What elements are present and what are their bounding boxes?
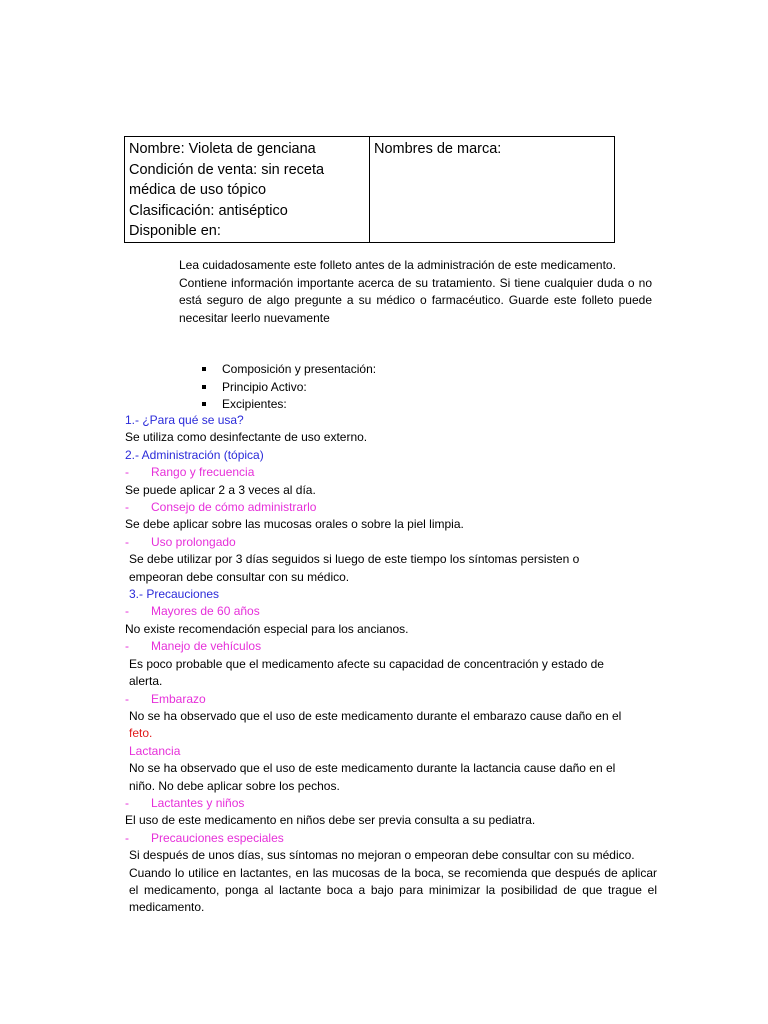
subtext-lactancia-1: No se ha observado que el uso de este medicamento durante la lactancia cause daño en el — [129, 761, 616, 776]
list-item: Composición y presentación: — [200, 361, 600, 379]
subtext-consejo: Se debe aplicar sobre las mucosas orales o sobre la piel limpia. — [125, 517, 464, 532]
sale-condition: Condición de venta: sin receta — [129, 161, 325, 178]
drug-name: Nombre: Violeta de genciana — [129, 141, 316, 157]
drug-info-table — [124, 136, 615, 243]
brand-names-label: Nombres de marca: — [374, 141, 502, 157]
intro-paragraph-1: Lea cuidadosamente este folleto antes de la administración de este medicamento. — [179, 258, 616, 272]
subheading-rango: - Rango y frecuencia — [125, 465, 255, 480]
subheading-mayores: - Mayores de 60 años — [125, 604, 260, 619]
intro-paragraph-2: Contiene información importante acerca de su tratamiento. Si tiene cualquier duda o no está seguro de algo pregunte a su médico o farmacéutico. Guarde este folleto puede necesitar leerlo nuevamente — [179, 275, 652, 325]
subheading-embarazo: - Embarazo — [125, 691, 206, 706]
subtext-rango: Se puede aplicar 2 a 3 veces al día. — [125, 482, 316, 497]
brand-names-cell — [370, 137, 615, 243]
list-item: Principio Activo: — [200, 379, 600, 397]
subtext-manejo-1: Es poco probable que el medicamento afecte su capacidad de concentración y estado de — [129, 656, 604, 671]
section-heading-precauciones: 3.- Precauciones — [129, 587, 220, 602]
subtext-lactantes: El uso de este medicamento en niños debe ser previa consulta a su pediatra. — [125, 813, 536, 828]
subheading-uso-prolongado: - Uso prolongado — [125, 534, 236, 549]
section-heading-uso: 1.- ¿Para qué se usa? — [125, 413, 244, 427]
subtext-uso-prolongado-1: Se debe utilizar por 3 días seguidos si luego de este tiempo los síntomas persisten o — [129, 552, 580, 567]
section-heading-administracion: 2.- Administración (tópica) — [125, 447, 264, 462]
drug-info-left-cell — [125, 137, 370, 243]
subtext-mayores: No existe recomendación especial para los ancianos. — [125, 621, 409, 636]
subtext-embarazo-1: No se ha observado que el uso de este medicamento durante el embarazo cause daño en el — [129, 708, 622, 723]
subheading-lactancia: Lactancia — [129, 743, 181, 758]
composition-list — [200, 361, 600, 414]
availability: Disponible en: — [129, 223, 221, 239]
subtext-especiales-2: Cuando lo utilice en lactantes, en las mucosas de la boca, se recomienda que después de aplicar el medicamento, ponga al lactante boca a bajo para minimizar la posibilidad de que trague el medicamento. — [129, 865, 657, 915]
classification: Clasificación: antiséptico — [129, 202, 288, 219]
leaflet-body — [125, 412, 657, 917]
subtext-lactancia-2: niño. No debe aplicar sobre los pechos. — [129, 778, 340, 793]
subtext-manejo-2: alerta. — [129, 674, 163, 689]
subheading-lactantes: - Lactantes y niños — [125, 795, 245, 810]
section-text-uso: Se utiliza como desinfectante de uso externo. — [125, 430, 368, 445]
subtext-uso-prolongado-2: empeoran debe consultar con su médico. — [129, 569, 350, 584]
subtext-embarazo-2: feto. — [129, 726, 153, 741]
subheading-manejo: - Manejo de vehículos — [125, 639, 262, 654]
list-item: Excipientes: — [200, 396, 600, 414]
subheading-especiales: - Precauciones especiales — [125, 830, 284, 845]
subtext-especiales-1: Si después de unos días, sus síntomas no mejoran o empeoran debe consultar con su médico. — [129, 848, 635, 863]
sale-condition-cont: médica de uso tópico — [129, 182, 267, 198]
intro-text — [179, 257, 652, 327]
subheading-consejo: - Consejo de cómo administrarlo — [125, 500, 317, 515]
